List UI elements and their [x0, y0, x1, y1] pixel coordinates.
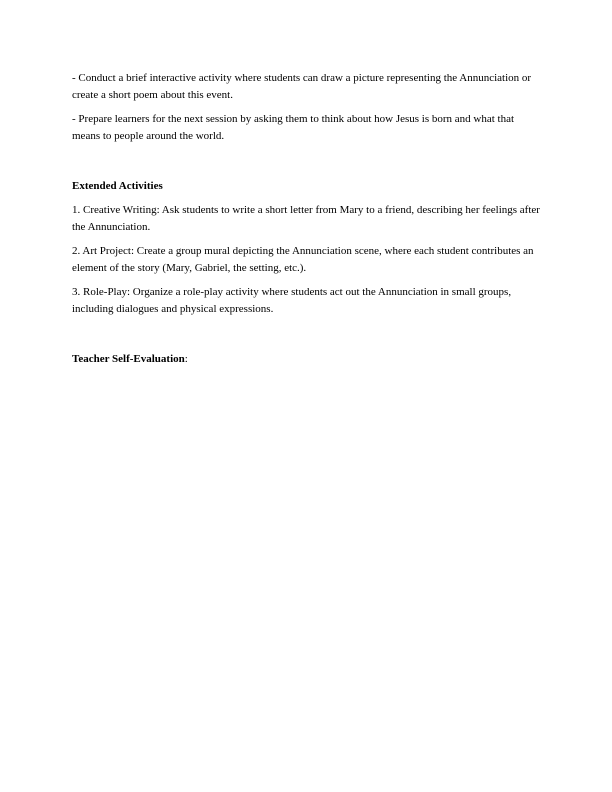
intro-bullet-draw-activity: - Conduct a brief interactive activity where students can draw a picture representing the Annunciation or create a short poem about this event.	[72, 72, 532, 101]
intro-bullet-next-session: - Prepare learners for the next session by asking them to think about how Jesus is born and what that means to people around the world.	[72, 113, 515, 142]
activity-role-play: 3. Role-Play: Organize a role-play activity where students act out the Annunciation in small groups, including dialogues and physical expressions.	[72, 286, 512, 315]
extended-activities-heading: Extended Activities	[72, 180, 163, 192]
activity-creative-writing: 1. Creative Writing: Ask students to write a short letter from Mary to a friend, describing her feelings after the Annunciation.	[72, 204, 540, 233]
teacher-self-evaluation-heading	[72, 351, 542, 368]
teacher-self-evaluation-label: Teacher Self-Evaluation	[72, 353, 185, 365]
activity-art-project: 2. Art Project: Create a group mural depicting the Annunciation scene, where each student contributes an element of the story (Mary, Gabriel, the setting, etc.).	[72, 245, 534, 274]
document-page	[72, 70, 542, 368]
teacher-self-evaluation-colon: :	[184, 353, 188, 365]
